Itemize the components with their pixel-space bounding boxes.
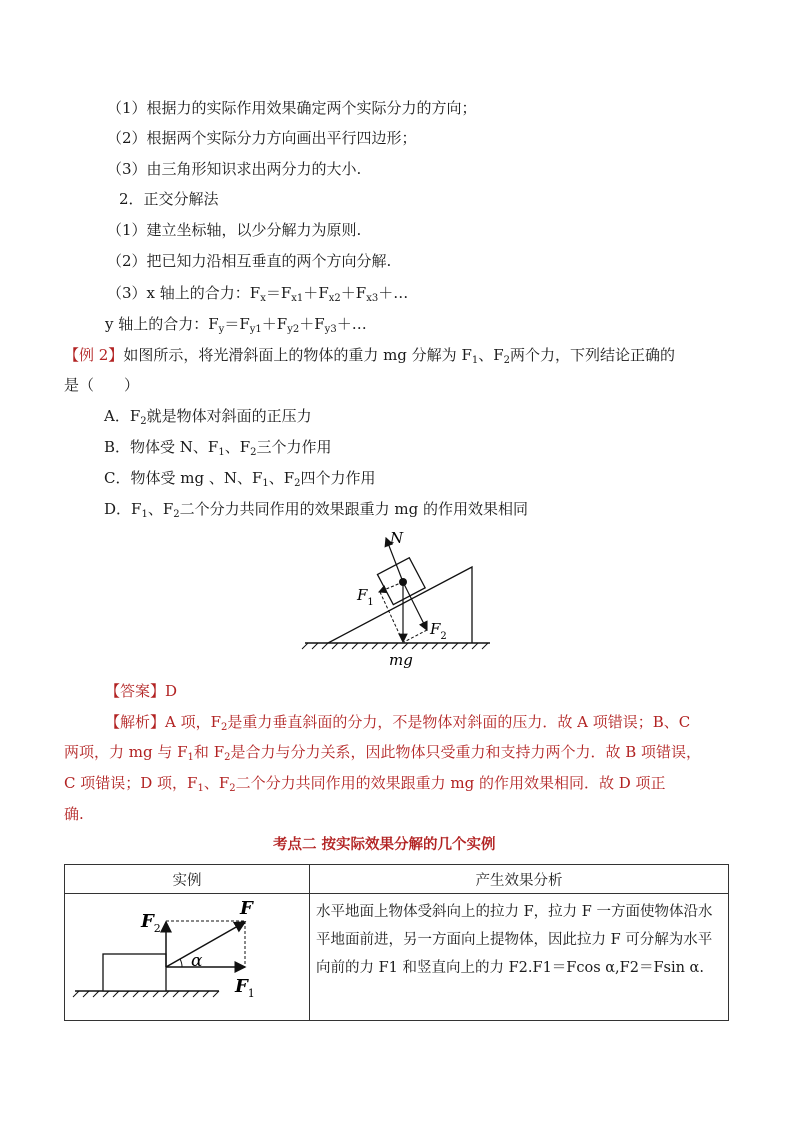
formula-sub: x1 bbox=[291, 293, 304, 304]
question-sub: 1 bbox=[471, 355, 479, 366]
question-sub: 2 bbox=[503, 355, 511, 366]
analysis-label: 【解析】 bbox=[105, 713, 166, 731]
analysis-line-2 bbox=[64, 742, 701, 762]
analysis-sub: 2 bbox=[229, 783, 236, 794]
formula-op: ＋ bbox=[336, 315, 352, 333]
f2-label-main: F bbox=[430, 620, 441, 638]
fy-formula bbox=[105, 314, 367, 334]
f1-label bbox=[234, 976, 255, 1000]
formula-sub: x2 bbox=[328, 293, 341, 304]
analysis-line-3 bbox=[64, 773, 666, 793]
dashed-guide bbox=[404, 630, 427, 642]
table-cell-figure bbox=[65, 894, 310, 1021]
block bbox=[103, 954, 166, 991]
f2-label bbox=[429, 620, 447, 642]
formula-term: F bbox=[318, 284, 329, 302]
option-d bbox=[104, 499, 528, 519]
f2-label-sub: 2 bbox=[153, 922, 161, 935]
analysis-line-4: 确. bbox=[64, 805, 84, 823]
option-sub: 2 bbox=[140, 416, 147, 427]
formula-sub: x bbox=[260, 293, 266, 304]
option-text: A．F bbox=[104, 407, 141, 425]
analysis-text: 是合力与分力关系，因此物体只受重力和支持力两个力．故 B 项错误， bbox=[230, 743, 702, 761]
option-sub: 1 bbox=[141, 509, 148, 520]
mg-label: mg bbox=[389, 651, 413, 669]
option-c bbox=[104, 468, 376, 488]
step-line: （1）根据力的实际作用效果确定两个实际分力的方向； bbox=[107, 99, 477, 117]
question-text: 、F bbox=[478, 346, 504, 364]
incline-force-diagram bbox=[300, 525, 500, 675]
f1-label-main: F bbox=[235, 976, 248, 997]
question-text: 两个力，下列结论正确的 bbox=[510, 346, 676, 364]
formula-op: ＋ bbox=[261, 315, 277, 333]
option-a bbox=[104, 406, 312, 426]
analysis-sub: 2 bbox=[221, 722, 228, 733]
option-text: C．物体受 mg 、N、F bbox=[104, 469, 263, 487]
formula-op: ＋ bbox=[340, 284, 356, 302]
formula-prefix: （3）x 轴上的合力： bbox=[107, 284, 250, 302]
analysis-sub: 1 bbox=[187, 752, 194, 763]
n-label: N bbox=[390, 529, 404, 547]
option-text: B．物体受 N、F bbox=[104, 438, 219, 456]
formula-term: F bbox=[355, 284, 367, 302]
analysis-text: C 项错误；D 项，F bbox=[64, 774, 198, 792]
analysis-text: 二个分力共同作用的效果跟重力 mg 的作用效果相同．故 D 项正 bbox=[235, 774, 666, 792]
question-text: 如图所示，将光滑斜面上的物体的重力 mg 分解为 F bbox=[123, 346, 472, 364]
formula-op: ＋ bbox=[299, 315, 315, 333]
formula-sub: y bbox=[218, 324, 225, 335]
formula-term: F bbox=[314, 315, 325, 333]
option-text: D．F bbox=[104, 500, 142, 518]
formula-tail: … bbox=[351, 315, 367, 333]
table-header-example: 实例 bbox=[65, 865, 310, 894]
option-text: 、F bbox=[147, 500, 174, 518]
f1-label-sub: 1 bbox=[247, 987, 255, 1000]
formula-sub: y1 bbox=[249, 324, 262, 335]
option-sub: 2 bbox=[173, 509, 180, 520]
formula-op: ＋ bbox=[378, 284, 394, 302]
formula-tail: … bbox=[393, 284, 409, 302]
formula-term: F bbox=[280, 284, 292, 302]
analysis-text: 是重力垂直斜面的分力，不是物体对斜面的压力．故 A 项错误；B、C bbox=[227, 713, 691, 731]
analysis-text: 和 F bbox=[193, 743, 225, 761]
f-label: F bbox=[240, 898, 253, 919]
formula-op: ＝ bbox=[265, 284, 281, 302]
formula-op: ＋ bbox=[303, 284, 319, 302]
f2-label-main: F bbox=[141, 911, 154, 932]
example-question-line2: 是（ ） bbox=[64, 376, 140, 394]
table-header-analysis: 产生效果分析 bbox=[310, 865, 729, 894]
analysis-line-1 bbox=[105, 712, 690, 732]
option-b bbox=[104, 437, 332, 457]
f-arrow bbox=[166, 922, 245, 967]
example-tag: 【例 2】 bbox=[64, 346, 124, 364]
option-sub: 2 bbox=[250, 447, 257, 458]
formula-sub: y2 bbox=[287, 324, 300, 335]
analysis-cell-text: 水平地面上物体受斜向上的拉力 F，拉力 F 一方面使物体沿水平地面前进，另一方面向上提物体，因此拉力 F 可分解为水平向前的力 F1 和竖直向上的力 F2.F1＝Fcos α,F2＝Fsin α. bbox=[316, 904, 713, 976]
option-text: 就是物体对斜面的正压力 bbox=[146, 407, 312, 425]
f2-label-sub: 2 bbox=[440, 631, 447, 642]
analysis-text: 两项，力 mg 与 F bbox=[64, 743, 188, 761]
analysis-text: A 项，F bbox=[165, 713, 222, 731]
table-row bbox=[65, 894, 729, 1021]
option-text: 四个力作用 bbox=[300, 469, 376, 487]
f1-label-sub: 1 bbox=[367, 597, 374, 608]
formula-sub: y3 bbox=[324, 324, 337, 335]
analysis-sub: 1 bbox=[197, 783, 204, 794]
examples-table bbox=[64, 864, 729, 1021]
f1-label-main: F bbox=[357, 586, 368, 604]
formula-term: F bbox=[239, 315, 250, 333]
formula-op: ＝ bbox=[224, 315, 240, 333]
option-text: 、F bbox=[224, 438, 251, 456]
step-line: （2）把已知力沿相互垂直的两个方向分解. bbox=[107, 252, 392, 270]
answer-value: D bbox=[165, 682, 178, 700]
formula-sub: x3 bbox=[366, 293, 379, 304]
option-text: 、F bbox=[268, 469, 295, 487]
f2-label bbox=[140, 911, 161, 935]
option-sub: 2 bbox=[294, 478, 301, 489]
angle-arc bbox=[180, 959, 182, 967]
analysis-sub: 2 bbox=[224, 752, 231, 763]
f1-label bbox=[356, 586, 374, 608]
step-line: （1）建立坐标轴，以少分解力为原则. bbox=[107, 221, 362, 239]
answer-label: 【答案】 bbox=[105, 682, 166, 700]
step-line: （3）由三角形知识求出两分力的大小. bbox=[107, 160, 362, 178]
option-sub: 1 bbox=[218, 447, 225, 458]
ground-hatch bbox=[302, 643, 488, 649]
fx-formula bbox=[107, 283, 408, 303]
section-title: 考点二 按实际效果分解的几个实例 bbox=[273, 837, 496, 853]
step-line: （2）根据两个实际分力方向画出平行四边形； bbox=[107, 129, 417, 147]
formula-term: F bbox=[276, 315, 288, 333]
option-text: 二个分力共同作用的效果跟重力 mg 的作用效果相同 bbox=[179, 500, 528, 518]
table-cell-analysis bbox=[310, 894, 729, 1021]
answer bbox=[105, 681, 177, 701]
example-question bbox=[64, 345, 675, 365]
alpha-label: α bbox=[191, 951, 203, 971]
option-sub: 1 bbox=[262, 478, 269, 489]
ground-hatch bbox=[73, 991, 219, 997]
analysis-text: 、F bbox=[203, 774, 230, 792]
pull-force-diagram bbox=[65, 894, 309, 1016]
option-text: 三个力作用 bbox=[256, 438, 332, 456]
formula-term: F bbox=[249, 284, 261, 302]
formula-term: F bbox=[208, 315, 219, 333]
method-title: 2．正交分解法 bbox=[119, 190, 219, 208]
formula-prefix: y 轴上的合力： bbox=[105, 315, 209, 333]
